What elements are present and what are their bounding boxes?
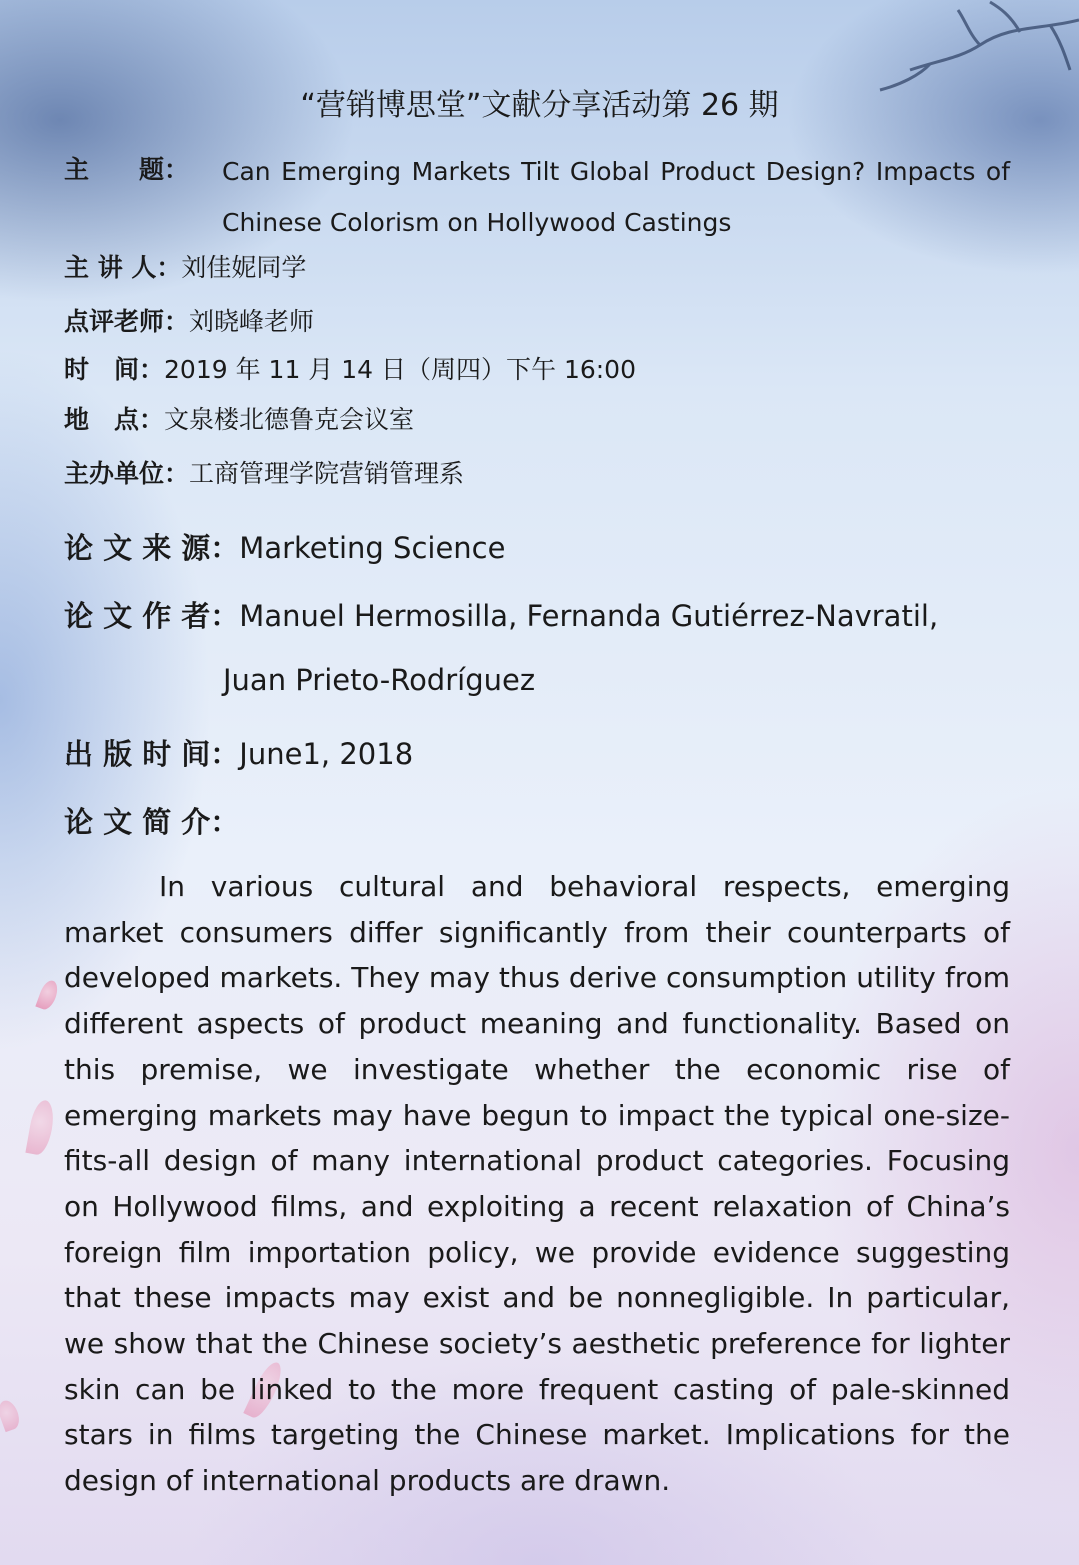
date-value: June1, 2018 — [239, 737, 414, 771]
abstract-label: 论 文 简 介： — [64, 805, 240, 839]
time-label: 时 间： — [64, 355, 165, 384]
authors-value-line1: Manuel Hermosilla, Fernanda Gutiérrez-Navratil, — [239, 599, 939, 633]
time-value: 2019 年 11 月 14 日（周四）下午 16:00 — [164, 355, 636, 384]
source-label: 论 文 来 源： — [64, 531, 240, 565]
page-title: “营销博思堂”文献分享活动第 26 期 — [300, 88, 779, 123]
time-row — [64, 350, 636, 386]
source-row — [64, 526, 505, 567]
theme-value: Can Emerging Markets Tilt Global Product Design? Impacts of Chinese Colorism on Hollywood Castings — [222, 157, 1010, 237]
reviewer-label: 点评老师： — [64, 307, 190, 336]
speaker-row — [64, 248, 306, 284]
date-label: 出 版 时 间： — [64, 737, 240, 771]
authors-label: 论 文 作 者： — [64, 599, 240, 633]
authors-value-line2: Juan Prieto-Rodríguez — [223, 663, 536, 697]
petal-decoration — [25, 1099, 56, 1157]
abstract-text: In various cultural and behavioral respects, emerging market consumers differ significantly from their counterparts of developed markets. They may thus derive consumption utility from different aspects of product meaning and functionality. Based on this premise, we investigate whether the economic rise of emerging markets may have begun to impact the typical one-size-fits-all design of many international product categories. Focusing on Hollywood films, and exploiting a recent relaxation of China’s foreign film importation policy, we provide evidence suggesting that these impacts may exist and be nonnegligible. In particular, we show that the Chinese society’s aesthetic preference for lighter skin can be linked to the more frequent casting of pale-skinned stars in films targeting the Chinese market. Implications for the design of international products are drawn. — [64, 870, 1010, 1498]
organizer-row — [64, 454, 464, 490]
place-label: 地 点： — [64, 405, 165, 434]
authors-row — [64, 594, 938, 635]
place-value: 文泉楼北德鲁克会议室 — [164, 405, 415, 434]
reviewer-value: 刘晓峰老师 — [189, 307, 315, 336]
place-row — [64, 400, 414, 436]
speaker-label: 主 讲 人： — [64, 253, 182, 282]
petal-decoration — [0, 1398, 23, 1432]
theme-label: 主 题： — [64, 155, 190, 184]
date-row — [64, 732, 413, 773]
abstract-paragraph — [64, 864, 1010, 1504]
reviewer-row — [64, 302, 314, 338]
petal-decoration — [35, 978, 60, 1012]
organizer-value: 工商管理学院营销管理系 — [189, 459, 465, 488]
organizer-label: 主办单位： — [64, 459, 190, 488]
speaker-value: 刘佳妮同学 — [181, 253, 307, 282]
source-value: Marketing Science — [239, 531, 506, 565]
